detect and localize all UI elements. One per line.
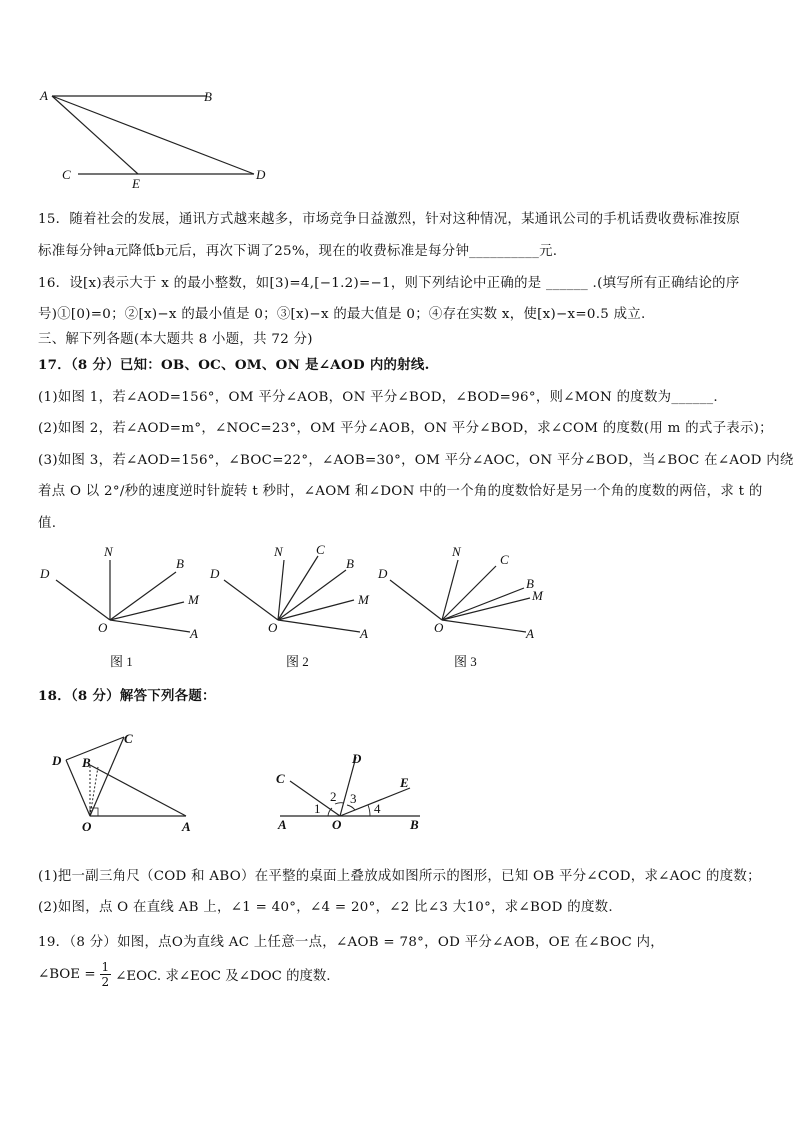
fraction-numerator: 1 [101, 960, 110, 974]
q19-line2-end: ∠EOC. 求∠EOC 及∠DOC 的度数. [115, 969, 331, 984]
svg-text:A: A [526, 626, 534, 641]
svg-text:A: A [360, 626, 368, 641]
svg-text:C: C [500, 552, 509, 567]
svg-text:O: O [98, 620, 108, 635]
q18-intro: 18．（8 分）解答下列各题： [38, 688, 216, 704]
svg-text:D: D [52, 753, 62, 768]
fig2-caption: 图 2 [286, 654, 309, 669]
q17-part3-line3: 值. [38, 516, 57, 531]
figure-parallel-lines [30, 82, 290, 192]
q16-line2: 号)①[0)=0；②[x)−x 的最小值是 0；③[x)−x 的最大值是 0；④存在实数 x，使[x)−x=0.5 成立. [38, 307, 646, 322]
figure-3 [377, 544, 544, 669]
svg-text:D: D [210, 566, 220, 581]
q17-part3-line2: 着点 O 以 2°/秒的速度逆时针旋转 t 秒时，∠AOM 和∠DON 中的一个角的度数恰好是另一个角的度数的两倍，求 t 的 [38, 484, 763, 499]
q19-line2 [38, 960, 331, 989]
q15-line2: 标准每分钟a元降低b元后，再次下调了25%，现在的收费标准是每分钟__________元. [38, 244, 558, 259]
label-D: D [256, 167, 266, 182]
fraction-denominator: 2 [101, 975, 110, 989]
figure-1 [39, 544, 200, 669]
fraction [100, 960, 112, 989]
q17-part3-line1: (3)如图 3，若∠AOD=156°，∠BOC=22°，∠AOB=30°，OM 平分∠AOC，ON 平分∠BOD，当∠BOC 在∠AOD 内绕 [38, 453, 794, 468]
q17-part1: (1)如图 1，若∠AOD=156°，OM 平分∠AOB，ON 平分∠BOD，∠BOD=96°，则∠MON 的度数为______. [38, 390, 718, 405]
q18-part1: (1)把一副三角尺（COD 和 ABO）在平整的桌面上叠放成如图所示的图形，已知 OB 平分∠COD，求∠AOC 的度数； [38, 869, 761, 884]
svg-text:A: A [182, 819, 191, 834]
svg-text:M: M [532, 588, 543, 603]
q17-intro: 17．（8 分）已知：OB、OC、OM、ON 是∠AOD 内的射线. [38, 357, 430, 373]
svg-text:D: D [378, 566, 388, 581]
svg-text:C: C [276, 771, 285, 786]
label-A: A [40, 88, 48, 103]
svg-text:C: C [124, 731, 133, 746]
svg-text:O: O [434, 620, 444, 635]
svg-text:N: N [452, 544, 461, 559]
q18-part2: (2)如图，点 O 在直线 AB 上，∠1 = 40°，∠4 = 20°，∠2 比∠3 大10°，求∠BOD 的度数. [38, 900, 613, 915]
fig3-caption: 图 3 [454, 654, 477, 669]
svg-text:B: B [82, 755, 91, 770]
svg-text:N: N [274, 544, 283, 559]
figure-triangle-rulers [51, 731, 191, 834]
q17-part2: (2)如图 2，若∠AOD=m°，∠NOC=23°，OM 平分∠AOB，ON 平分∠BOD，求∠COM 的度数(用 m 的式子表示)； [38, 421, 773, 436]
svg-text:B: B [346, 556, 354, 571]
svg-text:1: 1 [314, 801, 321, 816]
label-E: E [132, 176, 140, 191]
svg-text:B: B [526, 576, 534, 591]
svg-text:O: O [332, 817, 342, 832]
svg-text:N: N [104, 544, 113, 559]
svg-text:O: O [268, 620, 278, 635]
svg-text:D: D [352, 751, 362, 766]
q17-figures [30, 540, 570, 670]
q15-line1: 15．随着社会的发展，通讯方式越来越多，市场竞争日益激烈，针对这种情况，某通讯公司的手机话费收费标准按原 [38, 212, 741, 227]
svg-text:D: D [40, 566, 50, 581]
fig1-caption: 图 1 [110, 654, 133, 669]
svg-text:4: 4 [374, 801, 381, 816]
label-C: C [62, 167, 71, 182]
svg-text:A: A [190, 626, 198, 641]
svg-text:2: 2 [330, 789, 337, 804]
svg-text:M: M [188, 592, 199, 607]
svg-text:3: 3 [350, 791, 357, 806]
svg-text:O: O [82, 819, 92, 834]
label-B: B [204, 89, 212, 104]
q16-line1: 16．设[x)表示大于 x 的最小整数，如[3)=4,[−1.2)=−1，则下列结论中正确的是 ______ .(填写所有正确结论的序 [38, 276, 740, 291]
q18-figures [40, 725, 440, 840]
q19-line2-start: ∠BOE = [38, 967, 96, 982]
svg-text:B: B [410, 817, 419, 832]
svg-text:M: M [358, 592, 369, 607]
section-heading: 三、解下列各题(本大题共 8 小题，共 72 分) [38, 332, 313, 347]
svg-text:E: E [400, 775, 409, 790]
svg-text:C: C [316, 542, 325, 557]
q19-line1: 19．（8 分）如图，点O为直线 AC 上任意一点，∠AOB = 78°，OD 平分∠AOB，OE 在∠BOC 内， [38, 935, 664, 950]
svg-text:B: B [176, 556, 184, 571]
svg-text:A: A [278, 817, 287, 832]
figure-straight-line-angles [276, 751, 420, 832]
figure-2 [209, 542, 370, 669]
